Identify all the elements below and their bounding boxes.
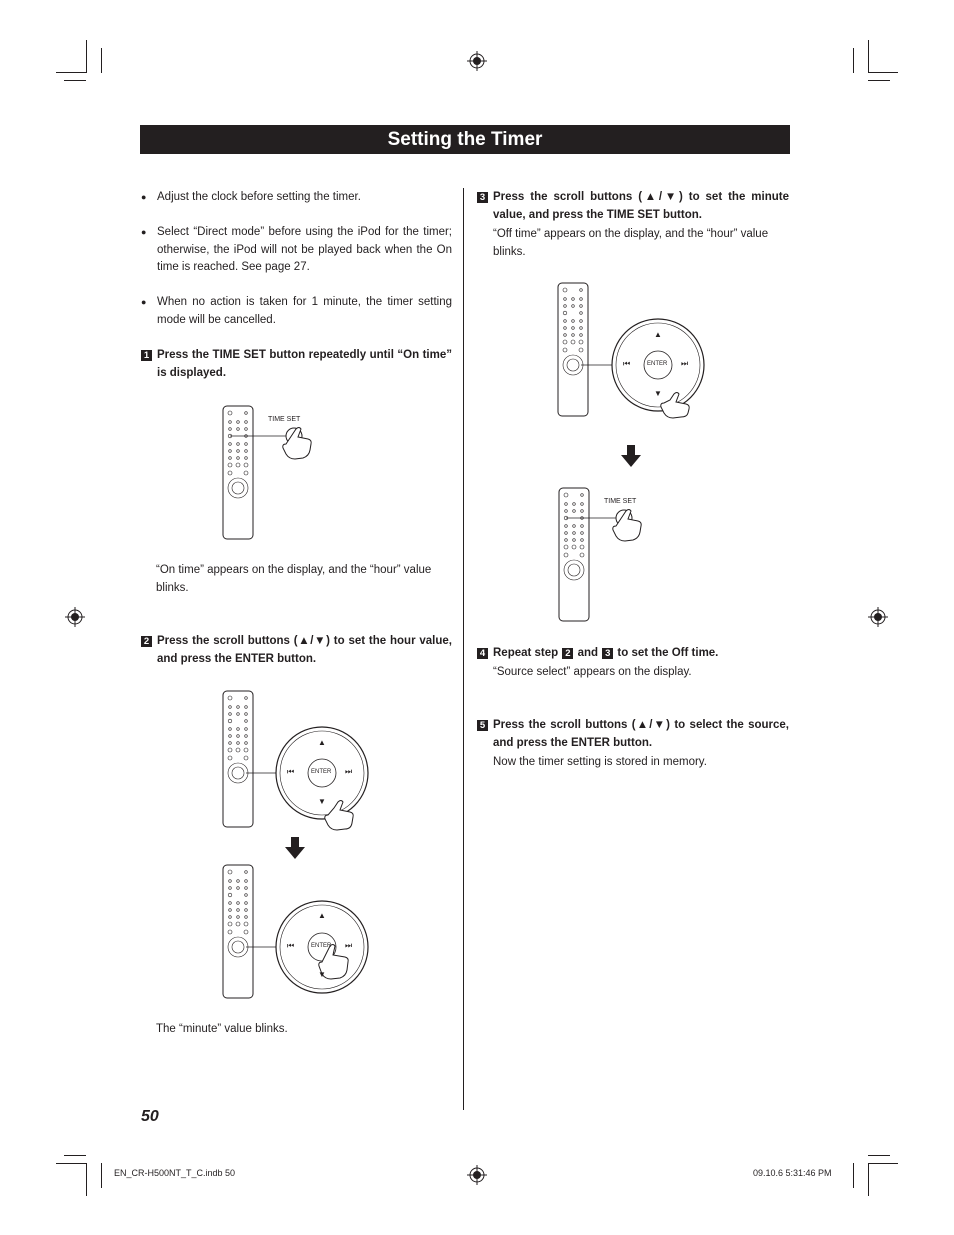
up-arrow-icon: ▲ [318, 911, 326, 920]
step-4 [477, 645, 789, 663]
step-number: 2 [141, 636, 152, 647]
bullet-text: Select “Direct mode” before using the iPod for the timer; otherwise, the iPod will not be played back when the On time is reached. See page 27. [157, 226, 452, 273]
step-ref: 2 [562, 648, 573, 659]
time-set-label: TIME SET [268, 416, 301, 423]
crop-mark [868, 40, 869, 73]
step-1 [141, 347, 452, 382]
down-arrow-icon: ▼ [654, 389, 662, 398]
crop-mark [64, 80, 86, 81]
crop-mark [868, 72, 898, 73]
remote-time-set-illustration [222, 405, 342, 540]
bullet-item [141, 189, 452, 207]
next-icon: ⏭ [345, 941, 353, 950]
remote-enter-illustration [222, 864, 372, 1004]
step-5-note: Now the timer setting is stored in memory. [493, 756, 707, 768]
registration-mark-icon [868, 607, 888, 627]
step-text-part: and [574, 647, 602, 659]
prev-icon: ⏮ [623, 359, 631, 368]
footer-timestamp: 09.10.6 5:31:46 PM [753, 1168, 832, 1178]
bullet-item [141, 224, 452, 277]
enter-label: ENTER [647, 361, 668, 367]
step-number: 3 [477, 192, 488, 203]
step-text: Press the scroll buttons (▲/▼) to select the source, and press the ENTER button. [493, 719, 789, 749]
step-number: 1 [141, 350, 152, 361]
page-title: Setting the Timer [140, 125, 790, 154]
crop-mark [86, 40, 87, 73]
crop-mark [853, 48, 854, 73]
step-number: 4 [477, 648, 488, 659]
down-arrow-icon: ▼ [318, 797, 326, 806]
step-3 [477, 189, 789, 224]
down-arrow-icon: ▼ [318, 970, 326, 979]
crop-mark [868, 80, 890, 81]
registration-mark-icon [467, 1165, 487, 1185]
step-1-note: “On time” appears on the display, and the “hour” value blinks. [156, 564, 432, 594]
step-text-part: to set the Off time. [614, 647, 719, 659]
time-set-label: TIME SET [604, 498, 637, 505]
step-4-note: “Source select” appears on the display. [493, 666, 692, 678]
registration-mark-icon [65, 607, 85, 627]
step-number: 5 [477, 720, 488, 731]
step-2 [141, 633, 452, 668]
bullet-item [141, 294, 452, 329]
up-arrow-icon: ▲ [654, 330, 662, 339]
step-text-part: Repeat step [493, 647, 562, 659]
prev-icon: ⏮ [287, 767, 295, 776]
enter-label: ENTER [311, 943, 332, 949]
step-5 [477, 717, 789, 752]
bullet-icon: ● [141, 297, 147, 307]
arrow-down-icon [621, 445, 641, 467]
crop-mark [64, 1155, 86, 1156]
crop-mark [868, 1163, 898, 1164]
remote-scroll-illustration [222, 690, 372, 830]
crop-mark [101, 1163, 102, 1188]
crop-mark [101, 48, 102, 73]
step-text: Press the TIME SET button repeatedly until “On time” is displayed. [157, 349, 452, 379]
enter-label: ENTER [311, 769, 332, 775]
up-arrow-icon: ▲ [318, 738, 326, 747]
step-text [493, 645, 789, 663]
registration-mark-icon [467, 51, 487, 71]
step-text: Press the scroll buttons (▲/▼) to set the hour value, and press the ENTER button. [157, 635, 452, 665]
arrow-down-icon [285, 837, 305, 859]
step-ref: 3 [602, 648, 613, 659]
column-divider [463, 188, 464, 1110]
crop-mark [868, 1163, 869, 1196]
crop-mark [86, 1163, 87, 1196]
prev-icon: ⏮ [287, 941, 295, 950]
crop-mark [56, 72, 86, 73]
bullet-text: Adjust the clock before setting the timer. [157, 191, 361, 203]
step-text: Press the scroll buttons (▲/▼) to set the minute value, and press the TIME SET button. [493, 191, 789, 221]
step-3-note: “Off time” appears on the display, and the “hour” value blinks. [493, 228, 769, 258]
bullet-icon: ● [141, 192, 147, 202]
remote-scroll-illustration [557, 282, 707, 422]
crop-mark [56, 1163, 86, 1164]
crop-mark [853, 1163, 854, 1188]
next-icon: ⏭ [345, 767, 353, 776]
bullet-text: When no action is taken for 1 minute, the timer setting mode will be cancelled. [157, 296, 452, 326]
page-number: 50 [141, 1108, 159, 1125]
remote-time-set-illustration [558, 487, 678, 622]
next-icon: ⏭ [681, 359, 689, 368]
crop-mark [868, 1155, 890, 1156]
step-2-note: The “minute” value blinks. [156, 1023, 288, 1035]
bullet-icon: ● [141, 227, 147, 237]
footer-file: EN_CR-H500NT_T_C.indb 50 [114, 1168, 236, 1178]
